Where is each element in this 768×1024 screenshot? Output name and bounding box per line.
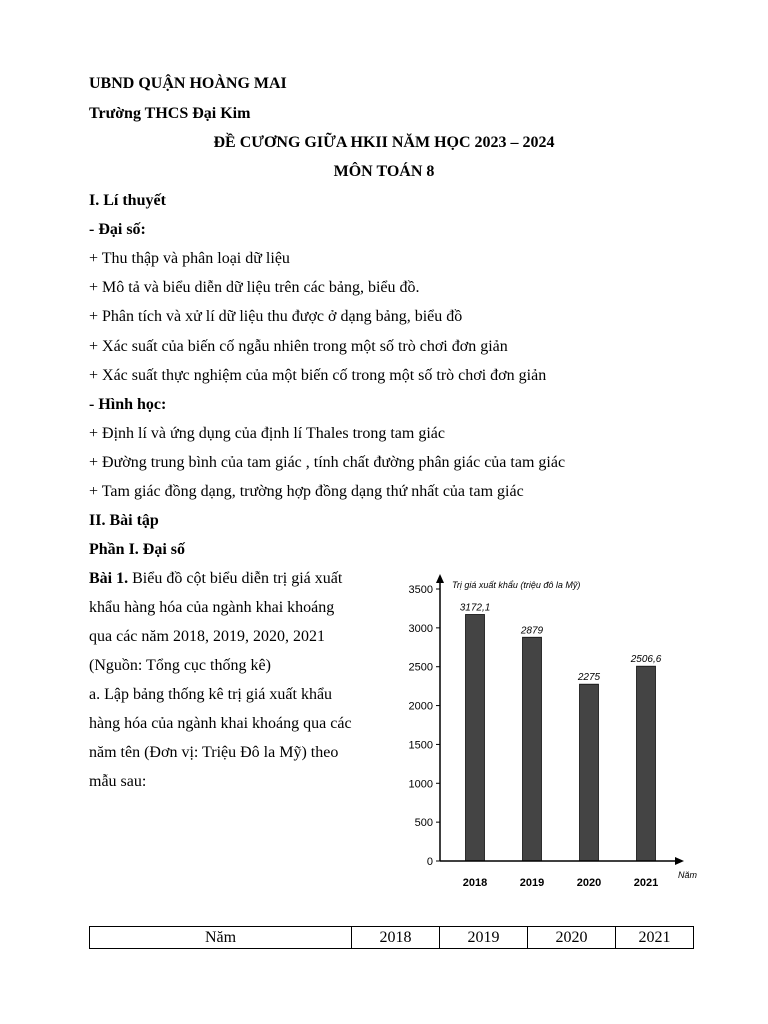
geometry-item: + Đường trung bình của tam giác , tính chất đường phân giác của tam giác: [89, 454, 566, 471]
bar-value-label: 3172,1: [459, 602, 491, 614]
school-name: Trường THCS Đại Kim: [89, 105, 251, 122]
statistics-table: [89, 926, 694, 949]
algebra-item: + Xác suất thực nghiệm của một biến cố trong một số trò chơi đơn giản: [89, 367, 547, 384]
x-axis-labels: [463, 877, 658, 889]
table-header-cell: 2020: [528, 927, 616, 949]
problem-line: năm tên (Đơn vị: Triệu Đô la Mỹ) theo: [89, 744, 339, 761]
bar-value-label: 2275: [577, 672, 601, 684]
table-row: [90, 927, 694, 949]
x-tick-label: 2018: [462, 877, 488, 889]
bar-value-label: 2879: [520, 625, 544, 637]
y-tick-label: 2000: [408, 700, 433, 713]
geometry-item: + Định lí và ứng dụng của định lí Thales trong tam giác: [89, 425, 445, 442]
export-value-bar-chart: [402, 572, 702, 898]
x-tick-label: 2020: [576, 877, 602, 889]
algebra-item: + Mô tả và biểu diễn dữ liệu trên các bảng, biểu đồ.: [89, 279, 420, 296]
y-tick-label: 3500: [408, 584, 433, 596]
problem-line: [89, 569, 342, 589]
bars: [466, 614, 656, 861]
x-axis-arrow: [675, 857, 684, 865]
bar-value-label: 2506,6: [630, 654, 662, 666]
algebra-heading: - Đại số:: [89, 221, 146, 238]
subject-title: MÔN TOÁN 8: [333, 163, 435, 180]
problem-label: Bài 1.: [89, 570, 129, 587]
document-title: ĐỀ CƯƠNG GIỮA HKII NĂM HỌC 2023 – 2024: [213, 134, 555, 151]
y-tick-label: 1500: [408, 739, 433, 752]
value-labels: [460, 602, 662, 683]
problem-line: mẫu sau:: [89, 773, 147, 790]
bar: [637, 666, 656, 861]
problem-line: hàng hóa của ngành khai khoáng qua các: [89, 715, 352, 732]
problem-line: a. Lập bảng thống kê trị giá xuất khẩu: [89, 686, 333, 703]
problem-text: Biểu đồ cột biểu diễn trị giá xuất: [128, 570, 343, 587]
y-tick-label: 1000: [408, 778, 433, 791]
table-header-cell: 2021: [616, 927, 694, 949]
x-tick-label: 2021: [633, 877, 659, 889]
bar: [466, 614, 485, 861]
problem-line: (Nguồn: Tổng cục thống kê): [89, 657, 271, 674]
y-axis-ticks: [409, 584, 440, 868]
y-axis-title: Trị giá xuất khẩu (triệu đô la Mỹ): [452, 580, 581, 590]
x-tick-label: 2019: [519, 877, 545, 889]
y-tick-label: 3000: [408, 622, 433, 635]
district-name: UBND QUẬN HOÀNG MAI: [89, 75, 287, 92]
problem-line: khẩu hàng hóa của ngành khai khoáng: [89, 599, 335, 616]
algebra-item: + Xác suất của biến cố ngẫu nhiên trong một số trò chơi đơn giản: [89, 338, 508, 355]
table-header-cell: Năm: [90, 927, 352, 949]
bar: [523, 637, 542, 861]
table-header-cell: 2019: [440, 927, 528, 949]
algebra-item: + Thu thập và phân loại dữ liệu: [89, 250, 290, 267]
y-tick-label: 2500: [408, 661, 433, 674]
y-tick-label: 500: [414, 817, 433, 830]
geometry-item: + Tam giác đồng dạng, trường hợp đồng dạng thứ nhất của tam giác: [89, 483, 524, 500]
algebra-item: + Phân tích và xử lí dữ liệu thu được ở dạng bảng, biểu đồ: [89, 308, 463, 325]
problem-line: qua các năm 2018, 2019, 2020, 2021: [89, 628, 325, 645]
x-axis-title: Năm: [678, 870, 698, 880]
theory-heading: I. Lí thuyết: [89, 192, 166, 209]
geometry-heading: - Hình học:: [89, 396, 167, 413]
table-header-cell: 2018: [352, 927, 440, 949]
part-heading: Phần I. Đại số: [89, 541, 186, 558]
y-tick-label: 0: [426, 856, 433, 868]
y-axis-arrow: [436, 574, 444, 583]
exercises-heading: II. Bài tập: [89, 512, 159, 529]
bar: [580, 684, 599, 861]
